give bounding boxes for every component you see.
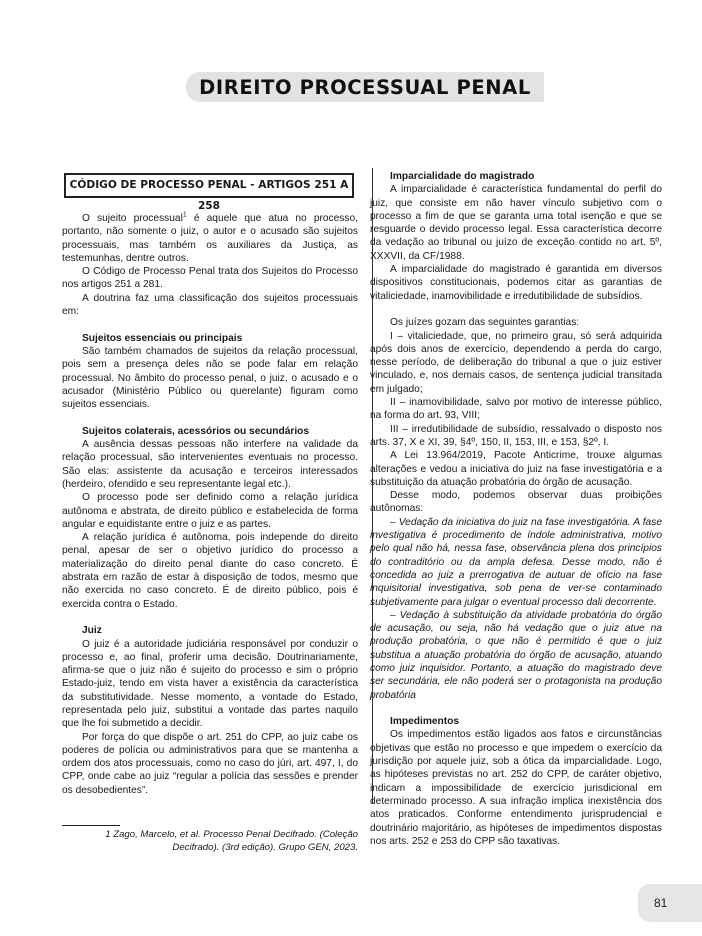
garantias-paragraph-6: Desse modo, podemos observar duas proibições autônomas: (370, 490, 662, 515)
intro-paragraph-1 (62, 212, 358, 265)
heading-juiz: Juiz (82, 625, 102, 637)
imparcialidade-paragraph-2: A imparcialidade do magistrado é garantida em diversos dispositivos constitucionais, podemos citar as garantias de vitaliciedade, inamovibilidade e irredutibilidade de subsídios. (370, 264, 662, 302)
intro-paragraph-2: O Código de Processo Penal trata dos Sujeitos do Processo nos artigos 251 a 281. (62, 266, 358, 291)
heading-colaterais: Sujeitos colaterais, acessórios ou secundários (82, 425, 310, 437)
page-number: 81 (654, 896, 668, 910)
right-column (370, 170, 662, 848)
footnote: 1 Zago, Marcelo, et al. Processo Penal Decifrado. (Coleção Decifrado). (3rd edição). Grupo GEN, 2023. (105, 829, 358, 853)
footnote-rule (62, 825, 120, 826)
garantias-paragraph-3: II – inamovibilidade, salvo por motivo de interesse público, na forma do art. 93, VIII; (370, 397, 662, 422)
heading-impedimentos: Impedimentos (390, 716, 460, 728)
garantias-paragraph-1: Os juízes gozam das seguintes garantias: (390, 317, 580, 329)
heading-imparcialidade: Imparcialidade do magistrado (390, 171, 535, 182)
intro-text-cont: é aquele que atua no processo, portanto, não somente o juiz, o autor e o acusado são sujeitos processuais, mas também os auxiliares da Justiça, as testemunhas, dentre outros. (62, 213, 358, 264)
colaterais-paragraph-2: O processo pode ser definido como a relação jurídica autônoma e abstrata, de direito público e estabelecida de forma angular e equidistante entre o juiz e as partes. (62, 492, 358, 530)
intro-paragraph-3: A doutrina faz uma classificação dos sujeitos processuais em: (62, 292, 358, 318)
garantias-paragraph-7: – Vedação da iniciativa do juiz na fase investigatória. A fase investigativa é procedimento de índole administrativa, motivo pelo qual não há, nessa fase, observância plena dos princípios do contraditório ou da ampla defesa. Desse modo, não é concedida ao juiz a prerrogativa de autuar de ofício na fase inquisitorial investigativa, sob pena de ver-se contaminado subjetivamente para julgar o eventual processo dali decorrente. (370, 516, 662, 608)
juiz-paragraph-1: O juiz é a autoridade judiciária responsável por conduzir o processo e, ao final, proferir uma decisão. Doutrinariamente, afirma-se que o juiz não é sujeito do processo e sim o próprio Estado-juiz, tendo em vista haver a existência da característica da substitutividade. Nesse momento, a vontade do Estado, representada pelo juiz, substitui a vontade das partes naquilo que lhe foi submetido a decidir. (62, 638, 358, 730)
impedimentos-paragraph: Os impedimentos estão ligados aos fatos e circunstâncias objetivas que estão no processo e que impedem o exercício da jurisdição por aquele juiz, sob a ótica da imparcialidade. Logo, as hipóteses previstas no art. 252 do CPP, de caráter objetivo, indicam a impossibilidade de exercício jurisdicional em determinado processo. A sua infração implica inexistência dos atos praticados. Conforme entendimento jurisprudencial e doutrinário majoritário, as hipóteses de impedimentos dispostas nos arts. 252 e 253 do CPP são taxativas. (370, 729, 662, 847)
garantias-paragraph-8: – Vedação à substituição da atividade probatória do órgão de acusação, ou seja, não há vedação que o juiz atue na produção probatória, o que não é permitido é que o juiz substitua a atuação probatória do órgão de acusação, atuando como juiz inquisidor. Portanto, a atuação do magistrado deve ser secundária, ele não poderá ser o protagonista na produção probatória (370, 609, 662, 701)
colaterais-paragraph-3: A relação jurídica é autônoma, pois independe do direito penal, apesar de ser o objetivo jurídico do processo a materialização do direito penal diante do caso concreto. É abstrata em razão de estar à disposição de todos, mesmo que não exercida no caso concreto. É de direito público, pois é exercida contra o Estado. (62, 532, 358, 610)
section-title-box: CÓDIGO DE PROCESSO PENAL - ARTIGOS 251 A 258 (64, 173, 354, 198)
colaterais-paragraph-1: A ausência dessas pessoas não interfere na validade da relação processual, são intervenientes eventuais no processo. São elas: assistente da acusação e terceiros interessados (herdeiro, ofendido e seu representante legal etc.). (62, 439, 358, 490)
intro-text: O sujeito processual (82, 213, 183, 224)
footnote-ref: 1 (182, 211, 187, 219)
left-column (62, 212, 358, 797)
garantias-paragraph-4: III – irredutibilidade de subsídio, ressalvado o disposto nos arts. 37, X e XI, 39, §4º, 150, II, 153, III, e 153, §2º, I. (370, 423, 662, 448)
essenciais-paragraph: São também chamados de sujeitos da relação processual, pois sem a presença deles não se pode falar em relação processual. No âmbito do processo penal, o juiz, o acusado e o acusador (Ministério Público ou querelante) figuram como sujeitos essenciais. (62, 345, 358, 411)
imparcialidade-paragraph-1: A imparcialidade é característica fundamental do perfil do juiz, que consiste em não haver vínculo subjetivo com o processo a fim de que se garanta uma total isenção e que se resguarde o devido processo legal. Essa característica decorre da vedação ao tribunal ou juízo de exceção contido no art. 5º, XXXVII, da CF/1988. (370, 184, 662, 262)
page-title: DIREITO PROCESSUAL PENAL (199, 76, 531, 99)
page-number-tab (638, 884, 702, 922)
heading-essenciais: Sujeitos essenciais ou principais (82, 332, 243, 344)
juiz-paragraph-2: Por força do que dispõe o art. 251 do CPP, ao juiz cabe os poderes de polícia ou administrativos para que se mantenha a ordem dos atos processuais, como no caso do júri, art. 497, I, do CPP, onde cabe ao juiz “regular a polícia das sessões e prender os desobedientes”. (62, 731, 358, 796)
garantias-paragraph-2: I – vitaliciedade, que, no primeiro grau, só será adquirida após dois anos de exercício, dependendo a perda do cargo, nesse período, de deliberação do tribunal a que o juiz estiver vinculado, e, nos demais casos, de sentença judicial transitada em julgado; (370, 330, 662, 395)
garantias-paragraph-5: A Lei 13.964/2019, Pacote Anticrime, trouxe algumas alterações e vedou a iniciativa do juiz na fase investigatória e a substituição da atuação probatória do órgão de acusação. (370, 450, 662, 488)
